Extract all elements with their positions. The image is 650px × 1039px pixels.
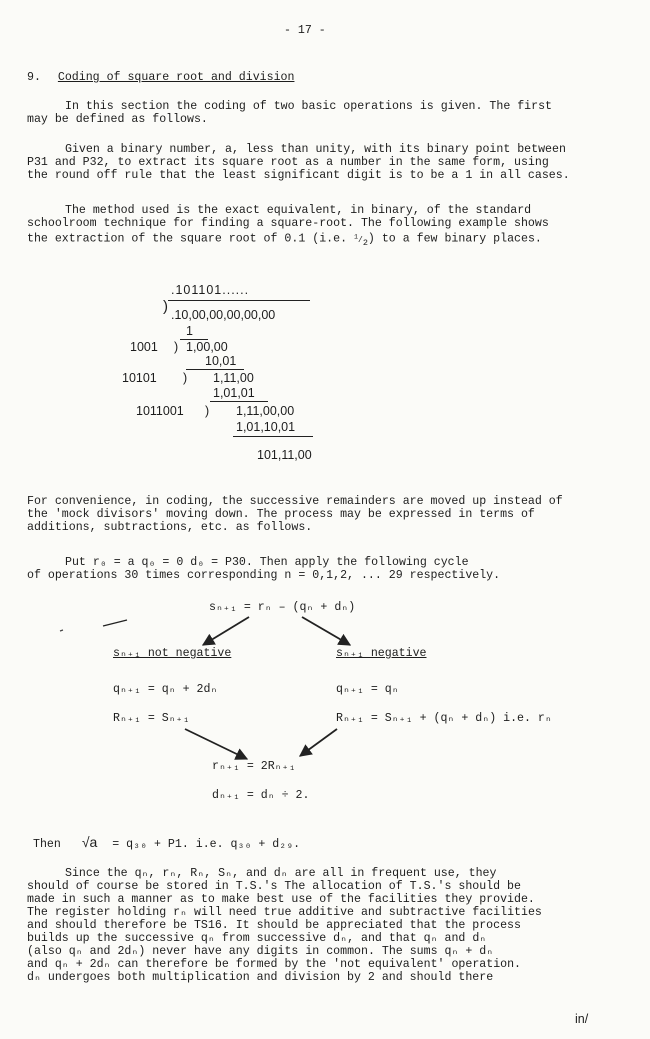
half-fraction: $^1/_2$	[354, 232, 368, 248]
final-line-3: made in such a manner as to make best use of the facilities they provide.	[27, 893, 535, 906]
flow-right-heading: sₙ₊₁ negative	[336, 647, 427, 660]
final-line-1: Since the qₙ, rₙ, Rₙ, Sₙ, and dₙ are all in frequent use, they	[65, 867, 497, 880]
arrow-right-to-result	[300, 729, 337, 756]
divisor-2: 10101	[122, 371, 157, 385]
intro-line-2: may be defined as follows.	[27, 113, 208, 126]
flow-top-equation: sₙ₊₁ = rₙ – (qₙ + dₙ)	[209, 601, 356, 614]
section-number: 9.	[27, 71, 41, 84]
then-label: Then	[33, 838, 61, 851]
example-step-4: 1,11,00	[213, 371, 254, 385]
final-line-6: builds up the successive qₙ from successive dₙ, and that qₙ and dₙ	[27, 932, 487, 945]
radical-bracket: )	[163, 298, 168, 315]
example-step-1: 1	[186, 324, 193, 338]
intro-line-1: In this section the coding of two basic operations is given. The first	[65, 100, 553, 113]
method-line-1: The method used is the exact equivalent, in binary, of the standard	[65, 204, 532, 217]
flow-left-r: Rₙ₊₁ = Sₙ₊₁	[113, 712, 190, 725]
given-line-2: P31 and P32, to extract its square root as a number in the same form, using	[27, 156, 549, 169]
divisor-1: 1001	[130, 340, 158, 354]
page-number: - 17 -	[284, 24, 326, 37]
divisor-bracket-1: )	[174, 340, 179, 354]
flow-bottom-r: rₙ₊₁ = 2Rₙ₊₁	[212, 760, 296, 773]
flow-bottom-d: dₙ₊₁ = dₙ ÷ 2.	[212, 789, 310, 802]
example-quotient: .101101......	[171, 283, 250, 297]
example-step-6: 1,11,00,00	[236, 404, 295, 418]
final-line-4: The register holding rₙ will need true additive and subtractive facilities	[27, 906, 542, 919]
section-title: Coding of square root and division	[57, 71, 295, 84]
convenience-line-1: For convenience, in coding, the successive remainders are moved up instead of	[27, 495, 563, 508]
given-line-1: Given a binary number, a, less than unity, with its binary point between	[65, 143, 566, 156]
half-denominator: 2	[362, 237, 368, 248]
example-dividend: .10,00,00,00,00,00	[171, 308, 276, 322]
margin-dot	[60, 630, 63, 631]
final-line-8: and qₙ + 2dₙ can therefore be formed by the 'not equivalent' operation.	[27, 958, 522, 971]
flow-right-q: qₙ₊₁ = qₙ	[336, 683, 399, 696]
example-step-5: 1,01,01	[213, 386, 255, 400]
given-line-3: the round off rule that the least significant digit is to be a 1 in all cases.	[27, 169, 570, 182]
convenience-line-3: additions, subtractions, etc. as follows.	[27, 521, 313, 534]
arrow-to-not-negative	[203, 617, 249, 645]
divisor-bracket-2: )	[183, 371, 188, 385]
flow-right-r: Rₙ₊₁ = Sₙ₊₁ + (qₙ + dₙ) i.e. rₙ	[336, 712, 552, 725]
example-remainder: 101,11,00	[257, 448, 312, 462]
margin-mark	[103, 620, 127, 626]
divisor-3: 1011001	[136, 404, 184, 418]
convenience-line-2: the 'mock divisors' moving down. The process may be expressed in terms of	[27, 508, 535, 521]
method-line-3-end: ) to a few binary places.	[367, 232, 542, 246]
arrow-left-to-result	[185, 729, 247, 759]
final-line-7: (also qₙ and 2dₙ) never have any digits in common. The sums qₙ + dₙ	[27, 945, 494, 958]
final-paragraph	[27, 867, 621, 984]
arrow-to-negative	[302, 617, 350, 645]
sqrt-a: √a	[81, 834, 98, 850]
example-step-7: 1,01,10,01	[236, 420, 296, 434]
page-catchword: in/	[575, 1012, 589, 1026]
example-step-3: 10,01	[205, 354, 237, 368]
flow-left-q: qₙ₊₁ = qₙ + 2dₙ	[113, 683, 218, 696]
final-line-9: dₙ undergoes both multiplication and division by 2 and should there	[27, 971, 494, 984]
flow-left-heading: sₙ₊₁ not negative	[113, 647, 232, 660]
example-step-2: 1,00,00	[186, 340, 228, 354]
then-result: = q₃₀ + P1. i.e. q₃₀ + d₂₉.	[112, 838, 301, 851]
then-line	[33, 836, 300, 851]
final-line-5: and should therefore be TS16. It should be appreciated that the process	[27, 919, 521, 932]
put-line-2: of operations 30 times corresponding n = 0,1,2, ... 29 respectively.	[27, 569, 501, 582]
final-line-2: should of course be stored in T.S.'s The allocation of T.S.'s should be	[27, 880, 521, 893]
method-line-2: schoolroom technique for finding a square-root. The following example shows	[27, 217, 549, 230]
half-numerator: 1	[354, 232, 358, 240]
put-line-1: Put r₀ = a q₀ = 0 d₀ = P30. Then apply the following cycle	[65, 556, 469, 569]
divisor-bracket-3: )	[205, 404, 210, 418]
method-line-3-start: the extraction of the square root of 0.1 (i.e.	[27, 232, 354, 246]
